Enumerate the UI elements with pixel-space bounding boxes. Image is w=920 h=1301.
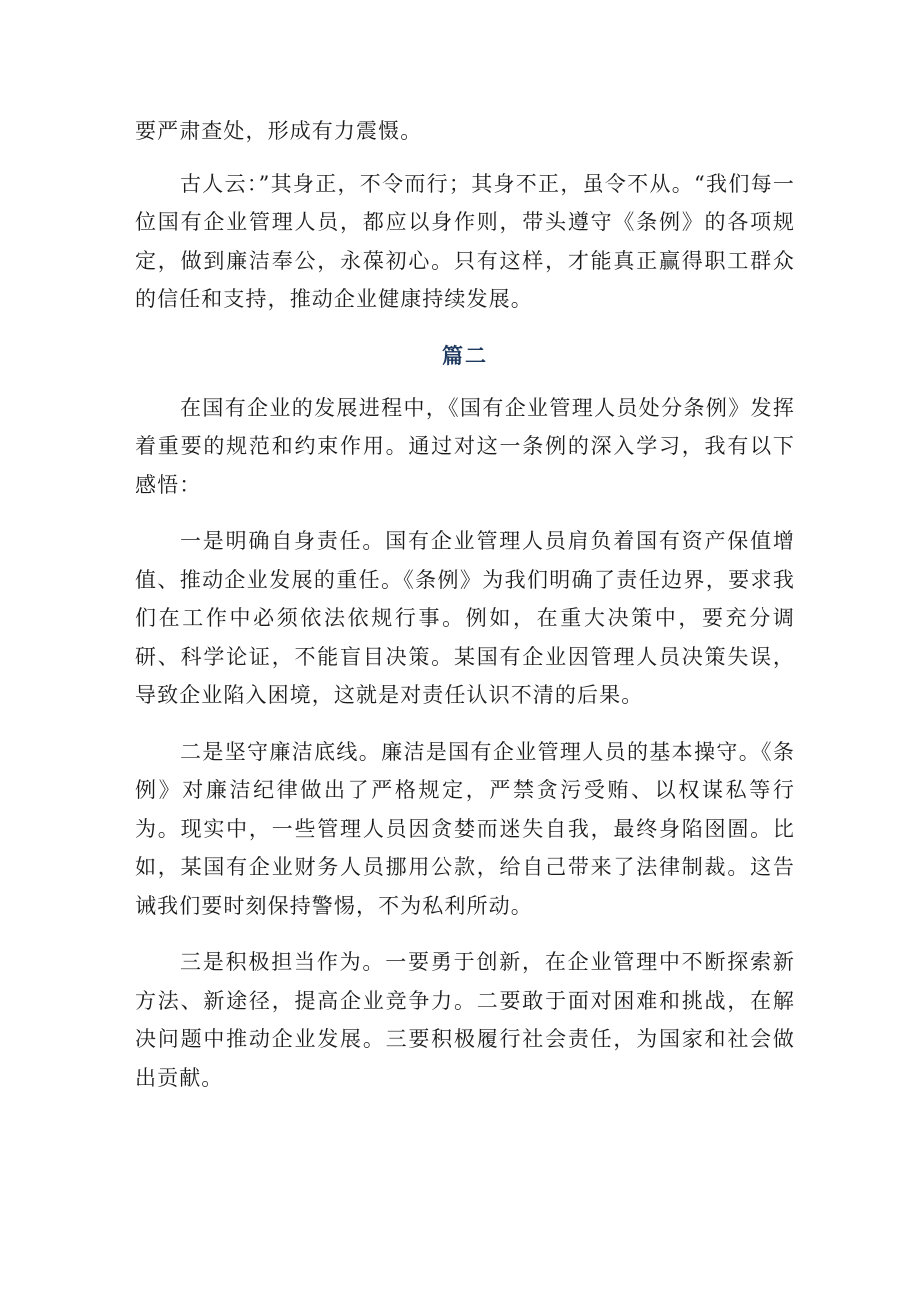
- paragraph-gap: [135, 151, 795, 165]
- paragraph-gap: [135, 715, 795, 733]
- paragraph-gap: [135, 375, 795, 389]
- paragraph-gap: [135, 925, 795, 943]
- paragraph-intro: 在国有企业的发展进程中，《国有企业管理人员处分条例》发挥着重要的规范和约束作用。通过对这一条例的深入学习，我有以下感悟：: [135, 395, 795, 497]
- paragraph-point-two: 二是坚守廉洁底线。廉洁是国有企业管理人员的基本操守。《条例》对廉洁纪律做出了严格规定，严禁贪污受贿、以权谋私等行为。现实中，一些管理人员因贪婪而迷失自我，最终身陷囹圄。比如，某国有企业财务人员挪用公款，给自己带来了法律制裁。这告诫我们要时刻保持警惕，不为私利所动。: [135, 739, 795, 918]
- paragraph-point-one: 一是明确自身责任。国有企业管理人员肩负着国有资产保值增值、推动企业发展的重任。《条例》为我们明确了责任边界，要求我们在工作中必须依法依规行事。例如，在重大决策中，要充分调研、科学论证，不能盲目决策。某国有企业因管理人员决策失误，导致企业陷入困境，这就是对责任认识不清的后果。: [135, 529, 795, 707]
- paragraph-ancient-saying: 古人云：”其身正，不令而行；其身不正，虽令不从。“我们每一位国有企业管理人员，都应以身作则，带头遵守《条例》的各项规定，做到廉洁奉公，永葆初心。只有这样，才能真正赢得职工群众的信任和支持，推动企业健康持续发展。: [135, 171, 795, 311]
- section-title: 篇二: [442, 342, 488, 368]
- paragraph-point-three: 三是积极担当作为。一要勇于创新，在企业管理中不断探索新方法、新途径，提高企业竞争力。二要敢于面对困难和挑战，在解决问题中推动企业发展。三要积极履行社会责任，为国家和社会做出贡献。: [135, 950, 795, 1090]
- paragraph-continuation: 要严肃查处，形成有力震慑。: [135, 119, 423, 143]
- document-body: [135, 112, 795, 1097]
- paragraph-gap: [135, 504, 795, 522]
- paragraph-gap: [135, 319, 795, 337]
